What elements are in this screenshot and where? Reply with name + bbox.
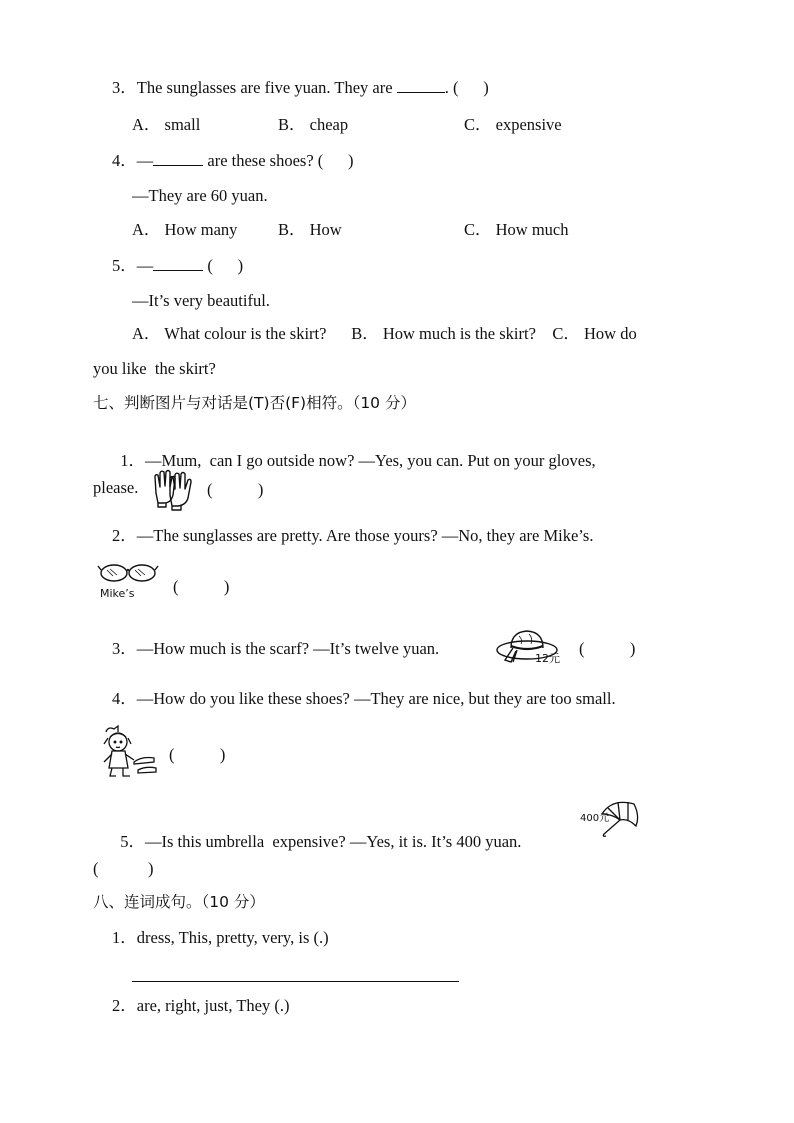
option-c[interactable]: C． expensive (464, 115, 562, 134)
question-8-2: 2．are, right, just, They (.) (112, 996, 290, 1015)
option-b[interactable]: B． How (278, 220, 342, 239)
answer-paren[interactable]: ( ) (93, 859, 154, 878)
answer-paren[interactable]: ( ) (207, 480, 264, 499)
answer-paren[interactable]: ( ) (317, 151, 354, 170)
gloves-icon (150, 465, 196, 516)
question-7-5: 5．—Is this umbrella expensive? —Yes, it is. It’s 400 yuan. (120, 832, 522, 851)
answer-blank[interactable] (397, 78, 445, 93)
girl-with-shoes-icon (98, 724, 158, 787)
question-number: 3． (112, 78, 137, 97)
option-c[interactable]: C． How much (464, 220, 569, 239)
options-line: A． What colour is the skirt? B． How much is the skirt? C． How do (132, 324, 637, 343)
reply-text: —They are 60 yuan. (132, 186, 268, 205)
answer-paren[interactable]: ( ) (452, 78, 489, 97)
answer-paren[interactable]: ( ) (173, 577, 230, 596)
question-7-2: 2．—The sunglasses are pretty. Are those yours? —No, they are Mike’s. (112, 526, 594, 545)
reply-text: —It’s very beautiful. (132, 291, 270, 310)
question-7-3: 3．—How much is the scarf? —It’s twelve yuan. (112, 639, 440, 658)
question-6-4: 4．— are these shoes? ( ) (112, 151, 354, 170)
option-a[interactable]: A． How many (132, 220, 238, 239)
question-text: The sunglasses are five yuan. They are (136, 78, 397, 97)
answer-paren[interactable]: ( ) (169, 745, 226, 764)
question-7-4: 4．—How do you like these shoes? —They are nice, but they are too small. (112, 689, 616, 708)
question-7-1: 1．—Mum, can I go outside now? —Yes, you can. Put on your gloves, (120, 451, 596, 470)
question-8-1: 1．dress, This, pretty, very, is (.) (112, 928, 329, 947)
image-caption: 12元 (535, 652, 560, 665)
question-6-5: 5．— ( ) (112, 256, 244, 275)
image-caption: Mike’s (100, 587, 135, 600)
image-caption: 400元 (580, 813, 610, 824)
question-7-1-continued: please. (93, 478, 139, 497)
answer-paren[interactable]: ( ) (579, 639, 636, 658)
section-heading: 八、连词成句。（10 分） (93, 893, 265, 911)
answer-blank[interactable] (153, 256, 203, 271)
option-b[interactable]: B． cheap (278, 115, 349, 134)
section-heading: 七、判断图片与对话是(T)否(F)相符。（10 分） (93, 394, 416, 412)
question-6-3: 3．The sunglasses are five yuan. They are . ( ) (112, 78, 489, 97)
umbrella-icon (598, 796, 642, 843)
options-line-continued: you like the skirt? (93, 359, 216, 378)
answer-line[interactable] (132, 981, 459, 982)
option-a[interactable]: A． small (132, 115, 201, 134)
answer-blank[interactable] (153, 151, 203, 166)
answer-paren[interactable]: ( ) (207, 256, 244, 275)
